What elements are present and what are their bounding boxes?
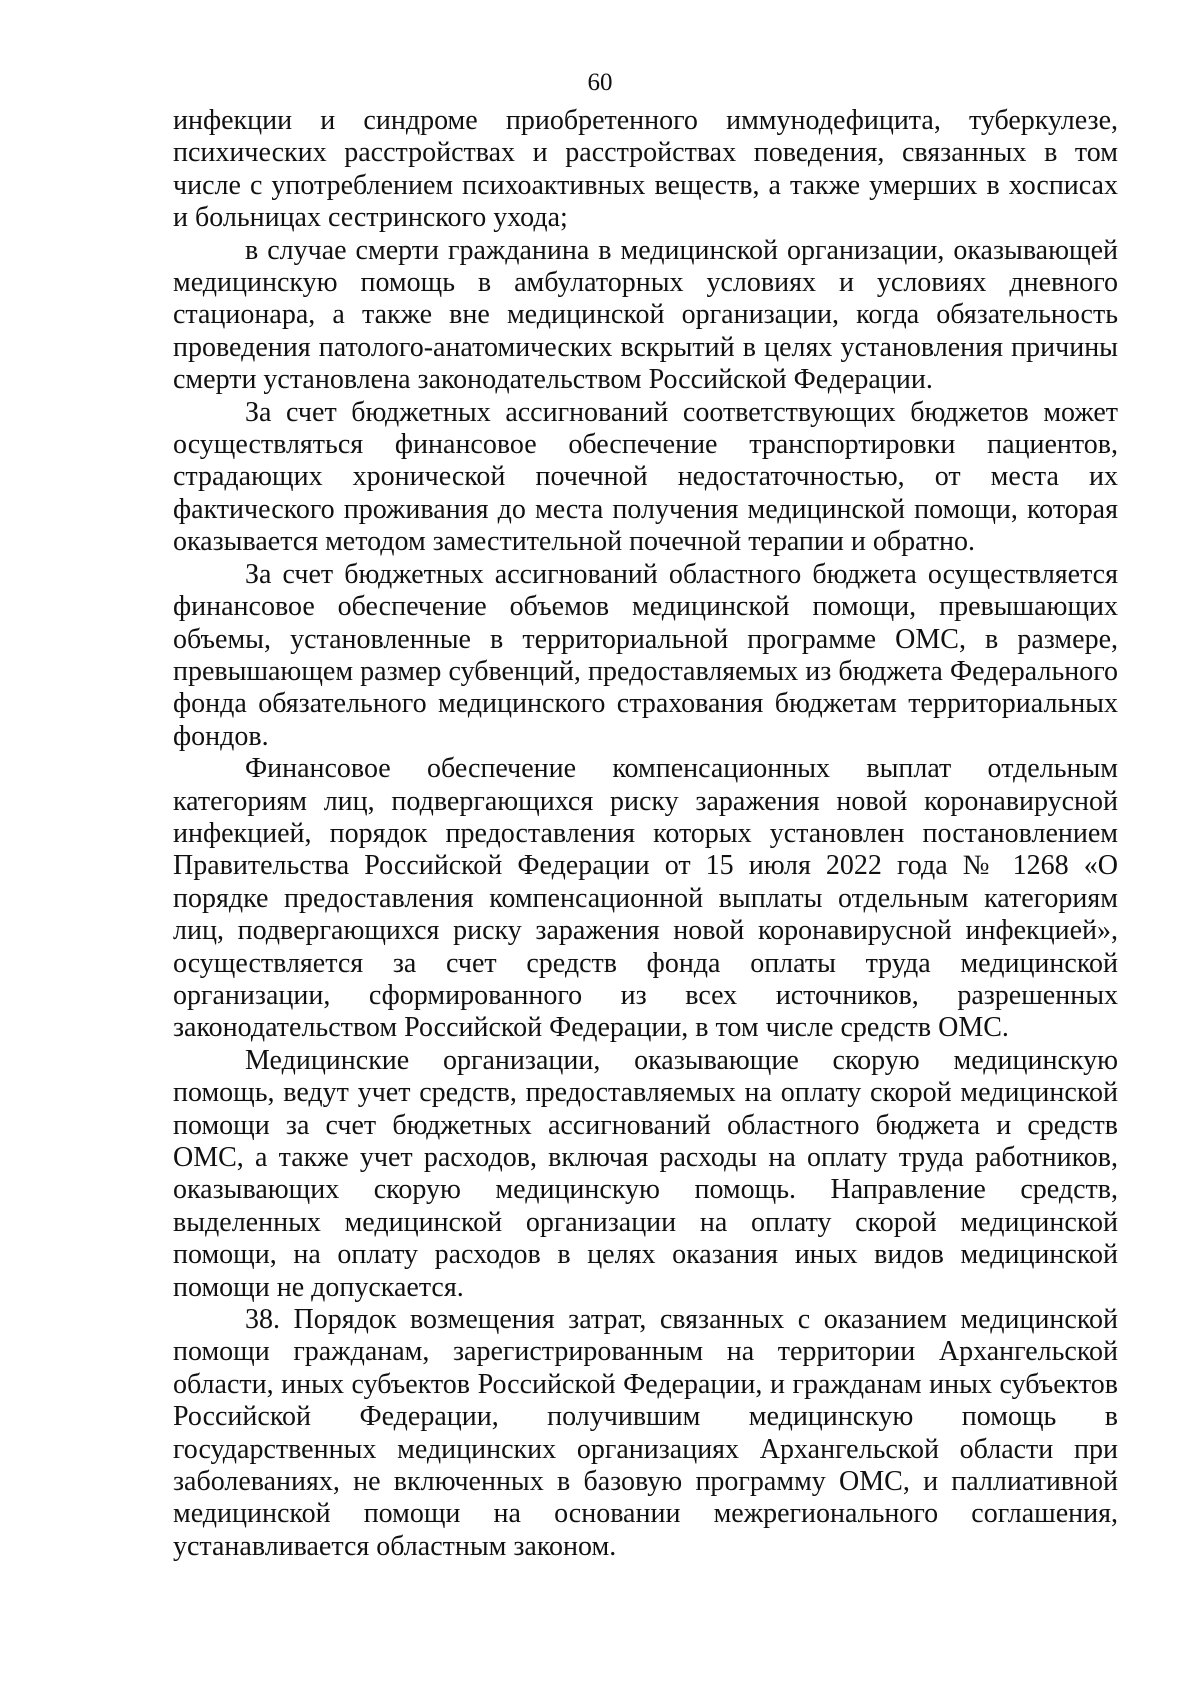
- paragraph-1: инфекции и синдроме приобретенного иммунодефицита, туберкулезе, психических расстройствах и расстройствах поведения, связанных в том числе с употреблением психоактивных веществ, а также умерших в хосписах и больницах сестринского ухода;: [173, 105, 1118, 234]
- document-body: [173, 105, 1118, 1563]
- paragraph-5: Финансовое обеспечение компенсационных выплат отдельным категориям лиц, подвергающихся риску заражения новой коронавирусной инфекцией, порядок предоставления которых установлен постановлением Правительства Российской Федерации от 15 июля 2022 года № 1268 «О порядке предоставления компенсационной выплаты отдельным категориям лиц, подвергающихся риску заражения новой коронавирусной инфекцией», осуществляется за счет средств фонда оплаты труда медицинской организации, сформированного из всех источников, разрешенных законодательством Российской Федерации, в том числе средств ОМС.: [173, 753, 1118, 1044]
- paragraph-3: За счет бюджетных ассигнований соответствующих бюджетов может осуществляться финансовое обеспечение транспортировки пациентов, страдающих хронической почечной недостаточностью, от места их фактического проживания до места получения медицинской помощи, которая оказывается методом заместительной почечной терапии и обратно.: [173, 396, 1118, 558]
- paragraph-7: 38. Порядок возмещения затрат, связанных с оказанием медицинской помощи гражданам, зарегистрированным на территории Архангельской области, иных субъектов Российской Федерации, и гражданам иных субъектов Российской Федерации, получившим медицинскую помощь в государственных медицинских организациях Архангельской области при заболеваниях, не включенных в базовую программу ОМС, и паллиативной медицинской помощи на основании межрегионального соглашения, устанавливается областным законом.: [173, 1304, 1118, 1562]
- paragraph-6: Медицинские организации, оказывающие скорую медицинскую помощь, ведут учет средств, предоставляемых на оплату скорой медицинской помощи за счет бюджетных ассигнований областного бюджета и средств ОМС, а также учет расходов, включая расходы на оплату труда работников, оказывающих скорую медицинскую помощь. Направление средств, выделенных медицинской организации на оплату скорой медицинской помощи, на оплату расходов в целях оказания иных видов медицинской помощи не допускается.: [173, 1044, 1118, 1303]
- paragraph-4: За счет бюджетных ассигнований областного бюджета осуществляется финансовое обеспечение объемов медицинской помощи, превышающих объемы, установленные в территориальной программе ОМС, в размере, превышающем размер субвенций, предоставляемых из бюджета Федерального фонда обязательного медицинского страхования бюджетам территориальных фондов.: [173, 558, 1118, 752]
- page-number: 60: [587, 69, 613, 96]
- paragraph-2: в случае смерти гражданина в медицинской организации, оказывающей медицинскую помощь в амбулаторных условиях и условиях дневного стационара, а также вне медицинской организации, когда обязательность проведения патолого-анатомических вскрытий в целях установления причины смерти установлена законодательством Российской Федерации.: [173, 234, 1118, 396]
